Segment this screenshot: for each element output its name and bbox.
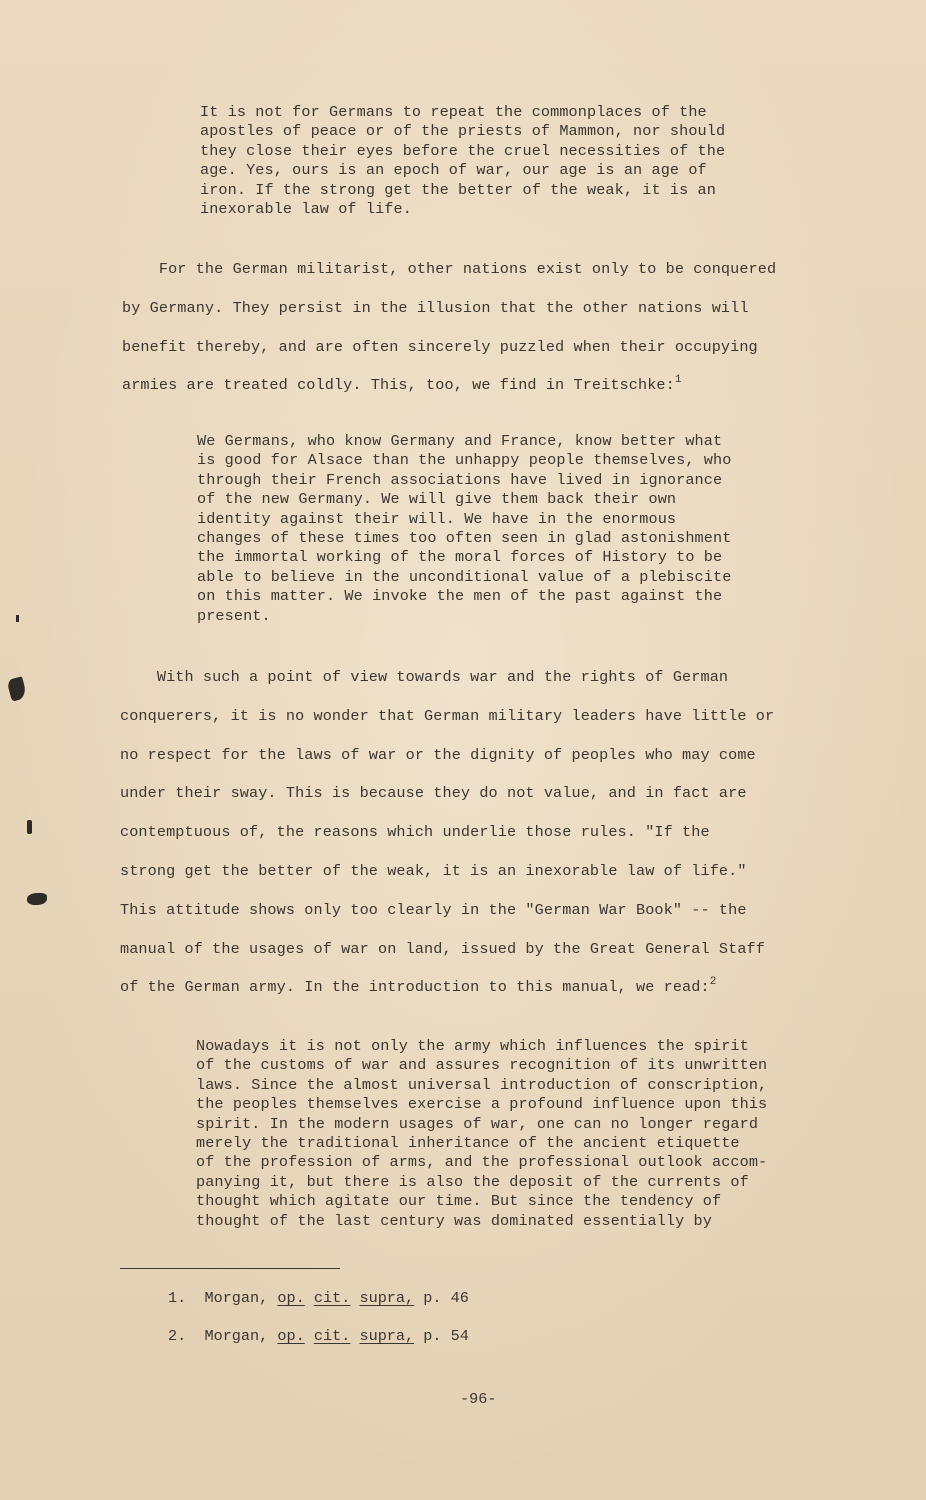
margin-ink-mark <box>16 615 19 622</box>
paragraph-war-book <box>120 658 774 1009</box>
footnote-cit: cit. <box>313 1327 351 1345</box>
block-quote-treitschke: We Germans, who know Germany and France, know better what is good for Alsace than the unhappy people themselves, who through their French associations have lived in ignorance of the new Germany. We will give them back their own identity against their will. We have in the enormous changes of these times too often seen in glad astonishment the immortal working of the moral forces of History to be able to believe in the unconditional value of a plebiscite on this matter. We invoke the men of the past against the present. <box>197 432 732 625</box>
footnote-op: op. <box>277 1289 305 1307</box>
footnote-number: 1. <box>168 1289 187 1307</box>
footnote-divider <box>120 1268 340 1269</box>
footnote-1 <box>168 1289 469 1307</box>
footnote-supra: supra, <box>359 1327 415 1345</box>
footnote-cit: cit. <box>313 1289 351 1307</box>
footnote-author: Morgan, <box>204 1327 269 1345</box>
margin-ink-mark <box>27 893 47 905</box>
footnote-ref-1: 1 <box>674 374 682 387</box>
footnote-op: op. <box>277 1327 305 1345</box>
footnote-page: p. 46 <box>423 1289 469 1307</box>
paragraph-german-militarist <box>122 250 776 407</box>
footnote-number: 2. <box>168 1327 187 1345</box>
margin-ink-mark <box>27 820 32 834</box>
block-quote-war-book: Nowadays it is not only the army which influences the spirit of the customs of war and assures recognition of its unwritten laws. Since the almost universal introduction of conscription, the peoples themselves exercise a profound influence upon this spirit. In the modern usages of war, one can no longer regard merely the traditional inheritance of the ancient etiquette of the profession of arms, and the professional outlook accom- panying it, but there is also the deposit of the currents of thought which agitate our time. But since the tendency of thought of the last century was dominated essentially by <box>196 1037 768 1230</box>
margin-ink-mark <box>6 676 27 701</box>
footnote-author: Morgan, <box>204 1289 269 1307</box>
page-number: -96- <box>460 1390 497 1408</box>
footnote-ref-2: 2 <box>709 976 717 989</box>
footnote-page: p. 54 <box>423 1327 469 1345</box>
block-quote-militarism: It is not for Germans to repeat the commonplaces of the apostles of peace or of the priests of Mammon, nor should they close their eyes before the cruel necessities of the age. Yes, ours is an epoch of war, our age is an age of iron. If the strong get the better of the weak, it is an inexorable law of life. <box>200 103 726 219</box>
footnote-2 <box>168 1327 469 1345</box>
paragraph-text: With such a point of view towards war and the rights of German conquerers, it is no wonder that German military leaders have little or no respect for the laws of war or the dignity of peoples who may come under their sway. This is because they do not value, and in fact are contemptuous of, the reasons which underlie those rules. "If the strong get the better of the weak, it is an inexorable law of life." This attitude shows only too clearly in the "German War Book" -- the manual of the usages of war on land, issued by the Great General Staff of the German army. In the introduction to this manual, we read: <box>120 668 775 997</box>
footnote-supra: supra, <box>359 1289 415 1307</box>
paragraph-text: For the German militarist, other nations exist only to be conquered by Germany. They persist in the illusion that the other nations will benefit thereby, and are often sincerely puzzled when their occupying armies are treated coldly. This, too, we find in Treitschke: <box>122 260 777 395</box>
